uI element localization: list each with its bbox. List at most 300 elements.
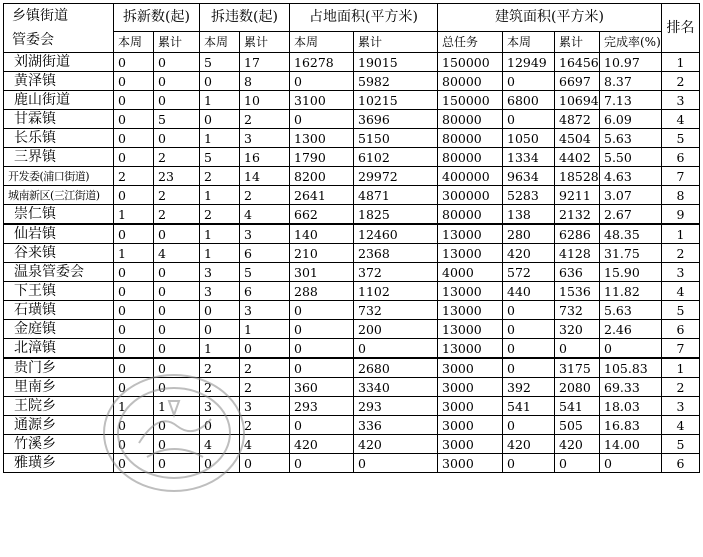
rank-header: 排名 [662,4,700,53]
table-row [4,454,700,473]
cell-illegal-total: 0 [240,339,290,359]
cell-land-week: 0 [290,320,354,339]
cell-land-total: 1102 [354,282,438,301]
cell-township: 开发委(浦口街道) [4,167,114,186]
cell-new-week: 0 [114,72,154,91]
cell-land-week: 0 [290,339,354,359]
table-row [4,167,700,186]
cell-new-week: 0 [114,129,154,148]
cell-township: 刘湖街道 [4,53,114,72]
cell-build-total: 732 [555,301,600,320]
sub-header-total: 累计 [555,32,600,53]
cell-illegal-week: 0 [200,416,240,435]
report-sheet [3,3,699,553]
cell-rank: 6 [662,454,700,473]
cell-build-task: 13000 [438,339,503,359]
cell-rank: 1 [662,358,700,378]
cell-township: 里南乡 [4,378,114,397]
cell-build-rate: 8.37 [600,72,662,91]
cell-illegal-total: 3 [240,224,290,244]
cell-illegal-total: 6 [240,282,290,301]
cell-new-week: 0 [114,416,154,435]
cell-build-rate: 10.97 [600,53,662,72]
cell-build-total: 9211 [555,186,600,205]
cell-new-total: 0 [154,282,200,301]
cell-land-total: 12460 [354,224,438,244]
table-row [4,91,700,110]
cell-build-task: 3000 [438,358,503,378]
cell-land-week: 293 [290,397,354,416]
cell-rank: 2 [662,72,700,91]
cell-build-total: 4128 [555,244,600,263]
cell-land-total: 200 [354,320,438,339]
cell-new-week: 0 [114,282,154,301]
cell-land-total: 420 [354,435,438,454]
cell-new-total: 2 [154,148,200,167]
cell-build-rate: 11.82 [600,282,662,301]
cell-new-week: 0 [114,339,154,359]
cell-land-total: 0 [354,339,438,359]
cell-rank: 1 [662,224,700,244]
cell-build-task: 300000 [438,186,503,205]
table-row [4,72,700,91]
cell-build-week: 0 [503,358,555,378]
cell-build-total: 4504 [555,129,600,148]
cell-new-week: 2 [114,167,154,186]
cell-build-week: 420 [503,244,555,263]
cell-build-rate: 18.03 [600,397,662,416]
cell-illegal-total: 6 [240,244,290,263]
header-row-1 [4,4,700,32]
cell-illegal-week: 0 [200,320,240,339]
cell-township: 黄泽镇 [4,72,114,91]
table-row [4,301,700,320]
sub-header-total: 累计 [154,32,200,53]
cell-build-week: 0 [503,72,555,91]
group-header-new-demolition: 拆新数(起) [114,4,200,32]
cell-land-week: 140 [290,224,354,244]
cell-build-task: 80000 [438,110,503,129]
cell-new-total: 5 [154,110,200,129]
cell-build-week: 138 [503,205,555,225]
cell-new-total: 0 [154,224,200,244]
cell-township: 温泉管委会 [4,263,114,282]
cell-build-total: 1536 [555,282,600,301]
cell-township: 竹溪乡 [4,435,114,454]
demolition-progress-table [3,3,700,473]
cell-build-task: 150000 [438,53,503,72]
cell-rank: 3 [662,263,700,282]
cell-build-week: 0 [503,320,555,339]
cell-land-week: 3100 [290,91,354,110]
cell-build-task: 400000 [438,167,503,186]
group-header-building-area: 建筑面积(平方米) [438,4,662,32]
cell-build-total: 6286 [555,224,600,244]
cell-land-total: 3696 [354,110,438,129]
cell-land-week: 2641 [290,186,354,205]
cell-build-rate: 6.09 [600,110,662,129]
cell-illegal-week: 1 [200,244,240,263]
cell-land-total: 4871 [354,186,438,205]
cell-rank: 6 [662,320,700,339]
sub-header-week: 本周 [503,32,555,53]
cell-illegal-week: 1 [200,129,240,148]
cell-new-total: 0 [154,358,200,378]
cell-build-rate: 31.75 [600,244,662,263]
cell-land-total: 3340 [354,378,438,397]
cell-rank: 8 [662,186,700,205]
cell-build-total: 505 [555,416,600,435]
cell-build-rate: 5.50 [600,148,662,167]
cell-new-total: 0 [154,72,200,91]
cell-build-task: 13000 [438,320,503,339]
cell-illegal-total: 10 [240,91,290,110]
cell-build-total: 0 [555,339,600,359]
cell-build-week: 440 [503,282,555,301]
cell-illegal-total: 16 [240,148,290,167]
cell-new-total: 0 [154,339,200,359]
cell-build-total: 4872 [555,110,600,129]
cell-build-rate: 16.83 [600,416,662,435]
cell-township: 谷来镇 [4,244,114,263]
cell-illegal-total: 5 [240,263,290,282]
cell-new-total: 0 [154,301,200,320]
table-row [4,53,700,72]
cell-build-total: 18528 [555,167,600,186]
cell-build-week: 9634 [503,167,555,186]
sub-header-total: 累计 [240,32,290,53]
cell-build-rate: 69.33 [600,378,662,397]
cell-land-week: 16278 [290,53,354,72]
cell-new-week: 0 [114,148,154,167]
cell-township: 下王镇 [4,282,114,301]
cell-build-total: 2080 [555,378,600,397]
cell-illegal-total: 1 [240,320,290,339]
cell-illegal-week: 3 [200,263,240,282]
cell-illegal-week: 0 [200,454,240,473]
cell-build-week: 1334 [503,148,555,167]
group-header-illegal-demolition: 拆违数(起) [200,4,290,32]
cell-build-task: 4000 [438,263,503,282]
cell-land-week: 360 [290,378,354,397]
cell-build-task: 13000 [438,224,503,244]
cell-build-week: 0 [503,301,555,320]
cell-rank: 5 [662,435,700,454]
table-row [4,205,700,225]
table-row [4,282,700,301]
cell-new-week: 0 [114,435,154,454]
cell-illegal-total: 2 [240,110,290,129]
cell-illegal-total: 2 [240,186,290,205]
cell-build-task: 13000 [438,282,503,301]
cell-land-week: 1790 [290,148,354,167]
cell-build-total: 6697 [555,72,600,91]
cell-rank: 2 [662,244,700,263]
cell-new-total: 0 [154,263,200,282]
cell-township: 金庭镇 [4,320,114,339]
cell-township: 城南新区(三江街道) [4,186,114,205]
group-header-land-area: 占地面积(平方米) [290,4,438,32]
cell-land-week: 0 [290,454,354,473]
cell-build-task: 80000 [438,72,503,91]
table-row [4,320,700,339]
cell-new-total: 0 [154,91,200,110]
cell-rank: 5 [662,301,700,320]
cell-build-rate: 5.63 [600,301,662,320]
cell-land-total: 0 [354,454,438,473]
cell-land-total: 336 [354,416,438,435]
corner-line-1: 乡镇街道 [12,8,68,24]
cell-illegal-week: 2 [200,358,240,378]
cell-build-week: 541 [503,397,555,416]
cell-build-rate: 5.63 [600,129,662,148]
cell-rank: 7 [662,167,700,186]
cell-township: 通源乡 [4,416,114,435]
cell-land-week: 0 [290,110,354,129]
cell-illegal-week: 3 [200,282,240,301]
cell-rank: 3 [662,91,700,110]
cell-new-total: 0 [154,129,200,148]
cell-build-task: 80000 [438,205,503,225]
cell-build-rate: 4.63 [600,167,662,186]
cell-build-week: 0 [503,339,555,359]
cell-illegal-total: 4 [240,435,290,454]
cell-build-week: 572 [503,263,555,282]
cell-build-total: 541 [555,397,600,416]
table-row [4,435,700,454]
cell-build-total: 0 [555,454,600,473]
cell-build-task: 13000 [438,244,503,263]
cell-build-rate: 0 [600,339,662,359]
cell-illegal-week: 0 [200,72,240,91]
cell-rank: 3 [662,397,700,416]
cell-rank: 7 [662,339,700,359]
cell-build-week: 6800 [503,91,555,110]
cell-illegal-week: 2 [200,205,240,225]
cell-new-total: 1 [154,397,200,416]
cell-illegal-week: 1 [200,339,240,359]
cell-new-total: 0 [154,53,200,72]
cell-build-rate: 15.90 [600,263,662,282]
cell-illegal-total: 8 [240,72,290,91]
table-row [4,224,700,244]
cell-new-total: 0 [154,454,200,473]
sub-header-rate: 完成率(%) [600,32,662,53]
cell-illegal-total: 2 [240,416,290,435]
cell-build-week: 0 [503,416,555,435]
cell-new-week: 0 [114,320,154,339]
table-row [4,244,700,263]
cell-build-task: 3000 [438,416,503,435]
cell-build-total: 420 [555,435,600,454]
table-row [4,378,700,397]
cell-township: 雅璜乡 [4,454,114,473]
cell-illegal-week: 1 [200,186,240,205]
cell-illegal-total: 3 [240,129,290,148]
cell-build-total: 10694 [555,91,600,110]
cell-new-week: 0 [114,91,154,110]
cell-build-rate: 0 [600,454,662,473]
cell-illegal-week: 2 [200,167,240,186]
cell-build-week: 280 [503,224,555,244]
cell-build-task: 150000 [438,91,503,110]
cell-township: 仙岩镇 [4,224,114,244]
cell-township: 北漳镇 [4,339,114,359]
cell-township: 王院乡 [4,397,114,416]
cell-build-task: 80000 [438,129,503,148]
cell-illegal-week: 2 [200,378,240,397]
cell-new-week: 0 [114,301,154,320]
table-row [4,129,700,148]
cell-land-week: 301 [290,263,354,282]
cell-land-week: 210 [290,244,354,263]
table-row [4,397,700,416]
cell-illegal-total: 3 [240,301,290,320]
cell-build-week: 1050 [503,129,555,148]
cell-build-rate: 7.13 [600,91,662,110]
cell-new-total: 23 [154,167,200,186]
cell-land-week: 662 [290,205,354,225]
cell-build-task: 13000 [438,301,503,320]
table-row [4,339,700,359]
cell-rank: 9 [662,205,700,225]
cell-township: 三界镇 [4,148,114,167]
table-body [4,53,700,473]
cell-land-week: 0 [290,416,354,435]
cell-land-total: 5982 [354,72,438,91]
cell-build-total: 3175 [555,358,600,378]
cell-illegal-week: 5 [200,148,240,167]
cell-new-week: 1 [114,397,154,416]
cell-illegal-total: 14 [240,167,290,186]
cell-build-week: 0 [503,110,555,129]
cell-new-week: 0 [114,53,154,72]
cell-build-task: 3000 [438,454,503,473]
cell-build-total: 4402 [555,148,600,167]
table-row [4,186,700,205]
cell-illegal-total: 17 [240,53,290,72]
cell-build-rate: 48.35 [600,224,662,244]
cell-township: 甘霖镇 [4,110,114,129]
cell-land-week: 420 [290,435,354,454]
cell-land-total: 293 [354,397,438,416]
cell-build-week: 0 [503,454,555,473]
cell-rank: 4 [662,110,700,129]
cell-land-total: 372 [354,263,438,282]
cell-new-total: 0 [154,378,200,397]
cell-build-task: 80000 [438,148,503,167]
cell-build-rate: 2.46 [600,320,662,339]
cell-land-total: 10215 [354,91,438,110]
cell-new-week: 0 [114,110,154,129]
cell-new-total: 4 [154,244,200,263]
cell-new-week: 0 [114,224,154,244]
cell-rank: 6 [662,148,700,167]
cell-illegal-total: 4 [240,205,290,225]
cell-build-total: 16456 [555,53,600,72]
table-row [4,148,700,167]
cell-new-week: 0 [114,186,154,205]
table-row [4,263,700,282]
cell-illegal-week: 0 [200,110,240,129]
cell-build-total: 2132 [555,205,600,225]
cell-rank: 5 [662,129,700,148]
cell-build-week: 392 [503,378,555,397]
cell-new-week: 0 [114,263,154,282]
cell-build-week: 420 [503,435,555,454]
cell-illegal-total: 2 [240,358,290,378]
cell-rank: 1 [662,53,700,72]
cell-illegal-week: 1 [200,224,240,244]
cell-new-total: 0 [154,416,200,435]
cell-build-week: 5283 [503,186,555,205]
cell-build-rate: 3.07 [600,186,662,205]
cell-new-total: 0 [154,435,200,454]
cell-land-week: 0 [290,72,354,91]
cell-build-task: 3000 [438,378,503,397]
cell-land-total: 19015 [354,53,438,72]
cell-build-task: 3000 [438,435,503,454]
cell-rank: 4 [662,282,700,301]
cell-build-total: 636 [555,263,600,282]
cell-land-week: 288 [290,282,354,301]
cell-build-week: 12949 [503,53,555,72]
cell-new-total: 2 [154,205,200,225]
cell-new-week: 0 [114,378,154,397]
cell-new-total: 2 [154,186,200,205]
cell-illegal-week: 0 [200,301,240,320]
cell-township: 贵门乡 [4,358,114,378]
cell-township: 长乐镇 [4,129,114,148]
corner-line-2: 管委会 [12,32,54,48]
cell-new-week: 0 [114,454,154,473]
cell-land-total: 2680 [354,358,438,378]
sub-header-total: 累计 [354,32,438,53]
cell-illegal-week: 5 [200,53,240,72]
table-row [4,416,700,435]
cell-land-total: 732 [354,301,438,320]
cell-build-total: 320 [555,320,600,339]
cell-land-total: 29972 [354,167,438,186]
cell-new-week: 1 [114,244,154,263]
cell-illegal-week: 3 [200,397,240,416]
cell-rank: 4 [662,416,700,435]
cell-new-total: 0 [154,320,200,339]
cell-illegal-total: 2 [240,378,290,397]
cell-illegal-total: 0 [240,454,290,473]
cell-build-rate: 14.00 [600,435,662,454]
cell-land-total: 5150 [354,129,438,148]
cell-land-week: 0 [290,358,354,378]
cell-build-rate: 105.83 [600,358,662,378]
cell-rank: 2 [662,378,700,397]
cell-township: 石璜镇 [4,301,114,320]
cell-new-week: 1 [114,205,154,225]
cell-land-total: 2368 [354,244,438,263]
cell-land-total: 6102 [354,148,438,167]
cell-township: 鹿山街道 [4,91,114,110]
cell-illegal-week: 1 [200,91,240,110]
sub-header-task: 总任务 [438,32,503,53]
cell-land-week: 1300 [290,129,354,148]
cell-land-total: 1825 [354,205,438,225]
cell-build-task: 3000 [438,397,503,416]
cell-land-week: 8200 [290,167,354,186]
cell-township: 崇仁镇 [4,205,114,225]
cell-illegal-total: 3 [240,397,290,416]
cell-land-week: 0 [290,301,354,320]
cell-new-week: 0 [114,358,154,378]
